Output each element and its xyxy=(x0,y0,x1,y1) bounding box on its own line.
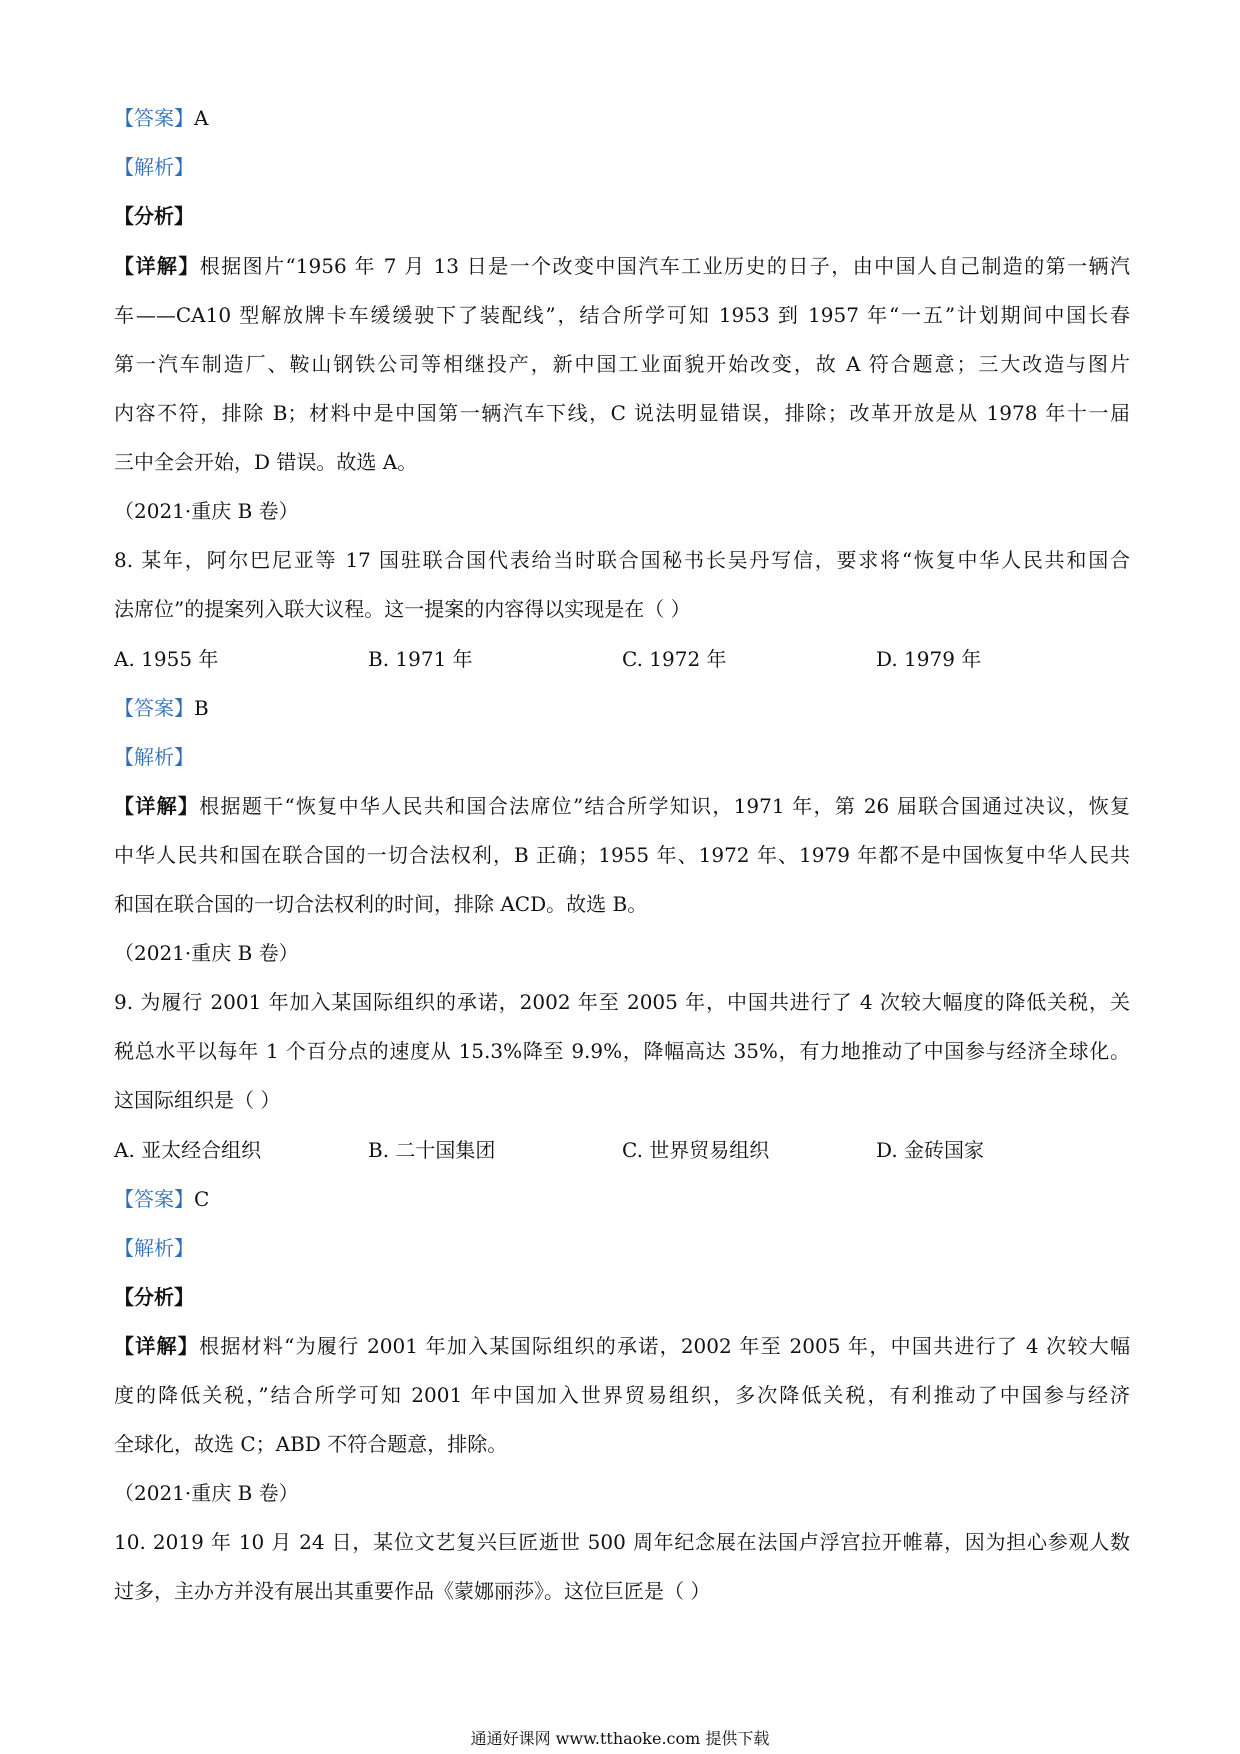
analysis-label: 【解析】 xyxy=(114,745,194,769)
answer-value: A xyxy=(194,106,209,130)
detail-line: 和国在联合国的一切合法权利的时间，排除 ACD。故选 B。 xyxy=(114,892,648,916)
question-stem: 10. 2019 年 10 月 24 日，某位文艺复兴巨匠逝世 500 周年纪念展在法国卢浮宫拉开帷幕，因为担心参观人数 xyxy=(114,1530,1130,1554)
question-stem: 9. 为履行 2001 年加入某国际组织的承诺，2002 年至 2005 年，中国共进行了 4 次较大幅度的降低关税，关 xyxy=(114,990,1130,1014)
answer-label: 【答案】 xyxy=(114,696,194,720)
answer-label: 【答案】 xyxy=(114,1187,194,1211)
question-stem: 过多，主办方并没有展出其重要作品《蒙娜丽莎》。这位巨匠是（ ） xyxy=(114,1579,711,1603)
question-stem: 税总水平以每年 1 个百分点的速度从 15.3%降至 9.9%，降幅高达 35%，有力地推动了中国参与经济全球化。 xyxy=(114,1039,1130,1063)
option-b: B. 1971 年 xyxy=(368,647,473,671)
answer-value: B xyxy=(194,696,209,720)
option-b: B. 二十国集团 xyxy=(368,1138,496,1162)
detail-line xyxy=(114,252,1130,280)
option-a: A. 1955 年 xyxy=(114,647,219,671)
detail-line: 内容不符，排除 B；材料中是中国第一辆汽车下线，C 说法明显错误，排除；改革开放是从 1978 年十一届 xyxy=(114,401,1130,425)
option-c: C. 1972 年 xyxy=(622,647,727,671)
detail-line: 车——CA10 型解放牌卡车缓缓驶下了装配线”，结合所学可知 1953 到 1957 年“一五”计划期间中国长春 xyxy=(114,303,1130,327)
analysis-label-line xyxy=(114,1234,1130,1262)
detail-text: 根据题干“恢复中华人民共和国合法席位”结合所学知识，1971 年，第 26 届联合国通过决议，恢复 xyxy=(199,794,1130,818)
analysis-label-line xyxy=(114,153,1130,181)
option-c: C. 世界贸易组织 xyxy=(622,1138,770,1162)
detail-line: 三中全会开始，D 错误。故选 A。 xyxy=(114,450,418,474)
answer-line xyxy=(114,694,1130,722)
answer-value: C xyxy=(194,1187,210,1211)
page-footer: 通通好课网 www.tthaoke.com 提供下载 xyxy=(470,1729,770,1748)
fenxi-label: 【分析】 xyxy=(114,1285,194,1309)
question-stem: 8. 某年，阿尔巴尼亚等 17 国驻联合国代表给当时联合国秘书长吴丹写信，要求将“恢复中华人民共和国合 xyxy=(114,548,1130,572)
detail-text: 根据材料“为履行 2001 年加入某国际组织的承诺，2002 年至 2005 年，中国共进行了 4 次较大幅 xyxy=(199,1334,1130,1358)
question-stem: 法席位”的提案列入联大议程。这一提案的内容得以实现是在（ ） xyxy=(114,597,691,621)
fenxi-label: 【分析】 xyxy=(114,204,194,228)
option-d: D. 金砖国家 xyxy=(876,1138,985,1162)
analysis-label-line xyxy=(114,743,1130,771)
fenxi-label-line xyxy=(114,1283,1130,1311)
detail-line: 全球化，故选 C；ABD 不符合题意，排除。 xyxy=(114,1432,508,1456)
option-d: D. 1979 年 xyxy=(876,647,982,671)
detail-line xyxy=(114,792,1130,820)
answer-label: 【答案】 xyxy=(114,106,194,130)
detail-line: 中华人民共和国在联合国的一切合法权利，B 正确；1955 年、1972 年、1979 年都不是中国恢复中华人民共 xyxy=(114,843,1130,867)
question-source: （2021·重庆 B 卷） xyxy=(114,941,299,965)
detail-text: 根据图片“1956 年 7 月 13 日是一个改变中国汽车工业历史的日子，由中国人自己制造的第一辆汽 xyxy=(199,254,1131,278)
detail-label: 【详解】 xyxy=(114,1334,200,1358)
detail-label: 【详解】 xyxy=(114,794,200,818)
answer-line xyxy=(114,104,1130,132)
option-a: A. 亚太经合组织 xyxy=(114,1138,262,1162)
question-stem: 这国际组织是（ ） xyxy=(114,1088,281,1112)
detail-line xyxy=(114,1332,1130,1360)
analysis-label: 【解析】 xyxy=(114,1236,194,1260)
answer-line xyxy=(114,1185,1130,1213)
fenxi-label-line xyxy=(114,202,1130,230)
question-source: （2021·重庆 B 卷） xyxy=(114,1481,299,1505)
question-source: （2021·重庆 B 卷） xyxy=(114,499,299,523)
detail-label: 【详解】 xyxy=(114,254,200,278)
detail-line: 第一汽车制造厂、鞍山钢铁公司等相继投产，新中国工业面貌开始改变，故 A 符合题意；三大改造与图片 xyxy=(114,352,1130,376)
detail-line: 度的降低关税，”结合所学可知 2001 年中国加入世界贸易组织，多次降低关税，有利推动了中国参与经济 xyxy=(114,1383,1130,1407)
analysis-label: 【解析】 xyxy=(114,155,194,179)
